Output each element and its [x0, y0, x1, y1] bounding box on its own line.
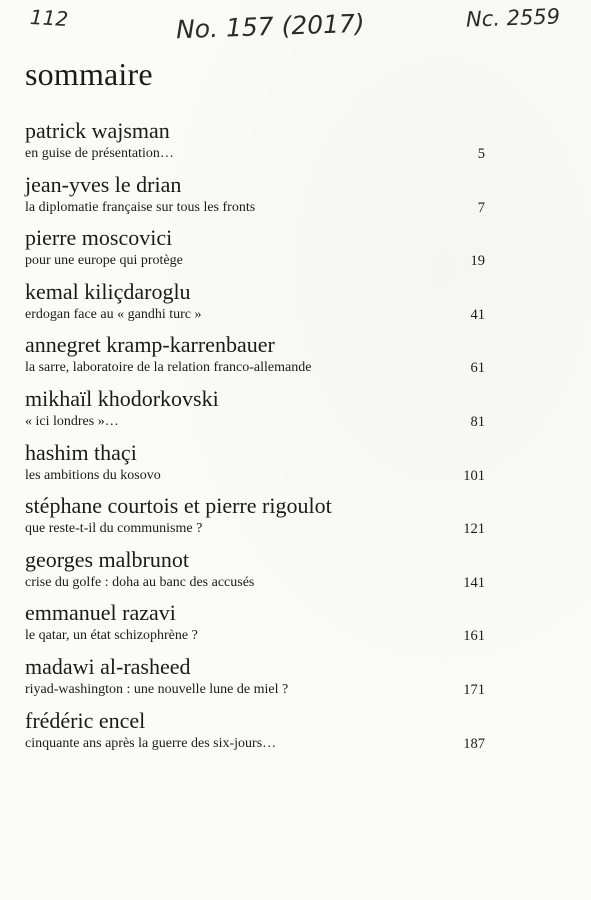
- toc-page-number: 121: [463, 521, 485, 538]
- toc-entry: [25, 118, 485, 172]
- toc-author: patrick wajsman: [25, 118, 170, 143]
- toc-entry: [25, 386, 485, 440]
- toc-author: annegret kramp-karrenbauer: [25, 332, 275, 358]
- toc-subtitle: les ambitions du kosovo: [25, 467, 161, 483]
- handwritten-note-right: Nc. 2559: [465, 4, 561, 32]
- toc-entry: [25, 600, 485, 654]
- toc-page-number: 141: [463, 574, 485, 591]
- table-of-contents: [25, 118, 485, 761]
- toc-entry: [25, 654, 485, 708]
- toc-subtitle: la sarre, laboratoire de la relation franco-allemande: [25, 360, 312, 376]
- toc-subtitle: le qatar, un état schizophrène ?: [25, 628, 198, 644]
- toc-author: stéphane courtois et pierre rigoulot: [25, 493, 332, 519]
- toc-author: pierre moscovici: [25, 225, 173, 251]
- toc-entry: [25, 172, 485, 226]
- toc-subtitle: en guise de présentation…: [25, 146, 174, 161]
- toc-page-number: 171: [463, 681, 485, 698]
- toc-subtitle: la diplomatie française sur tous les fronts: [25, 199, 256, 215]
- toc-entry: [25, 225, 485, 279]
- toc-subtitle: crise du golfe : doha au banc des accusés: [25, 574, 255, 590]
- toc-page-number: 161: [463, 628, 485, 645]
- toc-entry: [25, 547, 485, 601]
- toc-subtitle: riyad-washington : une nouvelle lune de miel ?: [25, 681, 289, 697]
- toc-author: jean-yves le drian: [25, 171, 182, 197]
- toc-subtitle: cinquante ans après la guerre des six-jours…: [25, 735, 277, 751]
- handwritten-issue-number: No. 157 (2017): [175, 8, 366, 45]
- toc-entry: [25, 493, 485, 547]
- toc-author: frédéric encel: [25, 707, 146, 733]
- toc-author: georges malbrunot: [25, 546, 189, 572]
- toc-entry: [25, 708, 485, 762]
- toc-author: madawi al-rasheed: [25, 653, 191, 679]
- toc-page-number: 187: [463, 735, 485, 752]
- toc-page-number: 61: [470, 360, 485, 377]
- toc-page-number: 5: [477, 146, 485, 162]
- toc-page-number: 7: [477, 199, 485, 216]
- page-title: sommaire: [25, 56, 153, 92]
- toc-author: kemal kiliçdaroglu: [25, 278, 191, 304]
- toc-author: emmanuel razavi: [25, 600, 176, 626]
- toc-subtitle: « ici londres »…: [25, 413, 119, 429]
- toc-page-number: 101: [463, 467, 485, 484]
- toc-page-number: 19: [470, 253, 485, 270]
- toc-author: hashim thaçi: [25, 439, 137, 465]
- toc-subtitle: pour une europe qui protège: [25, 253, 183, 269]
- handwritten-note-left: 112: [29, 5, 69, 31]
- toc-subtitle: que reste-t-il du communisme ?: [25, 521, 203, 537]
- toc-entry: [25, 332, 485, 386]
- toc-entry: [25, 279, 485, 333]
- toc-subtitle: erdogan face au « gandhi turc »: [25, 306, 202, 322]
- toc-entry: [25, 440, 485, 494]
- toc-page-number: 81: [470, 413, 485, 430]
- toc-page-number: 41: [470, 306, 485, 323]
- toc-author: mikhaïl khodorkovski: [25, 385, 219, 411]
